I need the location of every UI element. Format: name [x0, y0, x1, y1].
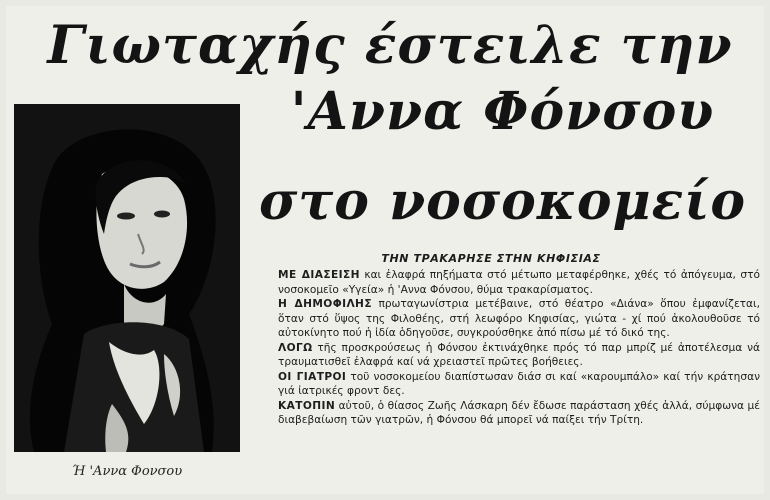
paragraph-4 [278, 370, 760, 399]
paragraph-text: πρωταγωνίστρια μετέβαινε, στό θέατρο «Διάνα» ὅπου ἐμφανίζεται, ὅταν στό ὕψος της Φιλοθέης, στή λεωφόρο Κηφισίας, γιώτα - χί πού ἀκολουθοῦσε τό αὐτοκίνητο πού ἡ ἰδία ὁδηγοῦσε, συγκρούσθηκε ἀπό πίσω μέ τό δικό της. [278, 298, 760, 339]
paragraph-lead: ΛΟΓΩ [278, 341, 313, 354]
paragraph-text: τῆς προσκρούσεως ἡ Φόνσου ἐκτινάχθηκε πρός τό παρ μπρίζ μέ ἀποτέλεσμα νά τραυματισθεῖ ἐλαφρά καί νά χρειαστεῖ πρῶτες βοήθειες. [278, 341, 760, 368]
paragraph-text: και ἐλαφρά πηξήματα στό μέτωπο μεταφέρθηκε, χθές τό ἀπόγευμα, στό νοσοκομεῖο «Υγεία» ἡ 'Αννα Φόνσου, θύμα τρακαρίσματος. [278, 269, 760, 296]
article-subheading: ΤΗΝ ΤΡΑΚΑΡΗΣΕ ΣΤΗΝ ΚΗΦΙΣΙΑΣ [381, 252, 601, 265]
headline-line-1: Γιωταχής έστειλε την [47, 15, 733, 76]
photo-caption: Ή 'Αννα Φονσου [71, 464, 183, 479]
portrait-photo [14, 104, 240, 452]
newspaper-clipping [6, 6, 764, 494]
headline-line-3: στο νοσοκομείο [258, 171, 747, 232]
paragraph-lead: ΜΕ ΔΙΑΣΕΙΣΗ [278, 269, 360, 281]
paragraph-lead: ΟΙ ΓΙΑΤΡΟΙ [278, 370, 347, 383]
paragraph-text: αὐτοῦ, ὁ θίασος Ζωῆς Λάσκαρη δέν ἔδωσε παράσταση χθές ἀλλά, σύμφωνα μέ διαβεβαίωση τῶν γιατρῶν, ἡ Φόνσου θά μπορεῖ νά παίξει τήν Τρίτη. [278, 399, 760, 426]
paragraph-3 [278, 341, 760, 370]
paragraph-1 [278, 268, 760, 297]
paragraph-lead: Η ΔΗΜΟΦΙΛΗΣ [278, 298, 372, 310]
headline-line-2: 'Αννα Φόνσου [290, 81, 715, 142]
paragraph-2 [278, 297, 760, 341]
paragraph-5 [278, 399, 760, 428]
paragraph-lead: ΚΑΤΟΠΙΝ [278, 399, 336, 412]
portrait-illustration [14, 104, 240, 452]
paragraph-text: τοῦ νοσοκομείου διαπίστωσαν διάσ σι καί «καρουμπάλο» καί τήν κράτησαν γιά ἰατρικές φροντ δες. [278, 370, 761, 397]
article-body [278, 268, 760, 428]
